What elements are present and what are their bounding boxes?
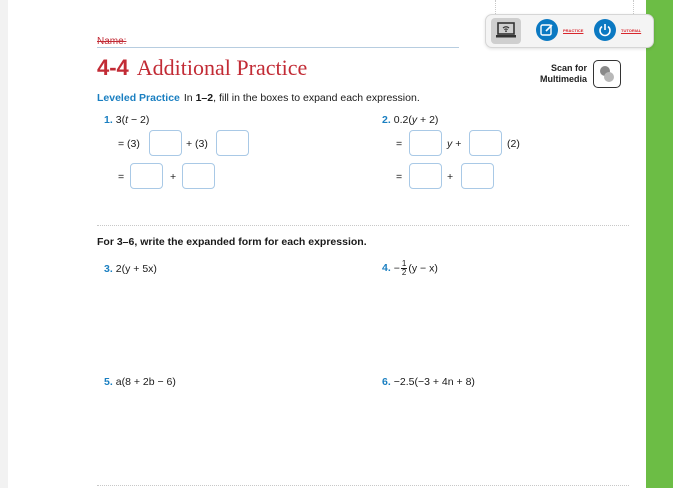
problem-number: 6.	[382, 376, 391, 388]
fraction-denominator: 2	[401, 268, 407, 277]
edit-icon	[540, 23, 554, 37]
step-text: +	[170, 171, 177, 183]
problem-number: 4.	[382, 262, 391, 275]
expr-var: y	[411, 114, 418, 126]
section-divider	[97, 485, 629, 486]
problem-5	[104, 376, 176, 388]
answer-box[interactable]	[182, 163, 215, 189]
lesson-title: Additional Practice	[136, 55, 308, 80]
practice-label[interactable]: PRACTICE	[563, 28, 584, 33]
page-title	[97, 55, 307, 81]
scan-line-1: Scan for	[550, 63, 587, 73]
step-text: y +	[447, 138, 462, 150]
name-label: Name:	[97, 36, 127, 47]
answer-box[interactable]	[130, 163, 163, 189]
expr-part: (y − x)	[408, 262, 438, 275]
section-divider	[97, 225, 629, 226]
side-bar	[646, 0, 673, 488]
problem-number: 5.	[104, 376, 113, 388]
expr-var: t	[125, 114, 129, 126]
leveled-practice-instructions	[97, 92, 420, 104]
problem-2	[382, 114, 438, 126]
instr-pre: In	[183, 92, 196, 104]
step-text: = (3)	[118, 138, 140, 150]
answer-box[interactable]	[409, 130, 442, 156]
practice-button[interactable]	[536, 19, 558, 41]
expr-part: 0.2(	[393, 114, 412, 126]
expr-part: + 2)	[417, 114, 439, 126]
problem-1	[104, 114, 149, 126]
step-text: =	[118, 171, 125, 183]
step-text: + (3)	[186, 138, 208, 150]
margin-guide	[495, 0, 496, 14]
answer-box[interactable]	[149, 130, 182, 156]
instr-range: 3–6	[116, 236, 135, 248]
problem-number: 1.	[104, 114, 113, 126]
scan-line-2: Multimedia	[539, 74, 587, 84]
power-icon	[598, 23, 612, 37]
step-text: =	[396, 171, 403, 183]
qr-code-icon[interactable]	[593, 60, 621, 88]
laptop-wifi-icon[interactable]	[491, 18, 521, 44]
leveled-practice-label: Leveled Practice	[97, 92, 180, 104]
problem-6	[382, 376, 475, 388]
problem-3	[104, 263, 157, 275]
problem-number: 3.	[104, 263, 113, 275]
expr-part: −	[393, 262, 400, 275]
tutorial-button[interactable]	[594, 19, 616, 41]
answer-box[interactable]	[409, 163, 442, 189]
instr-pre: For	[97, 236, 117, 248]
expanded-form-instructions	[97, 236, 367, 248]
expr-part: −2.5(−3 + 4n + 8)	[393, 376, 475, 388]
step-text: (2)	[507, 138, 520, 150]
problem-number: 2.	[382, 114, 391, 126]
answer-box[interactable]	[216, 130, 249, 156]
name-field[interactable]	[97, 36, 459, 48]
step-text: +	[447, 171, 454, 183]
lesson-number: 4-4	[97, 55, 129, 80]
media-toolbar	[485, 14, 654, 48]
expr-part: 2(y + 5x)	[115, 263, 157, 275]
instr-range: 1–2	[195, 92, 214, 104]
tutorial-label[interactable]: TUTORIAL	[621, 28, 642, 33]
instr-post: , fill in the boxes to expand each expression.	[213, 92, 420, 104]
expr-part: a(8 + 2b − 6)	[115, 376, 176, 388]
answer-box[interactable]	[461, 163, 494, 189]
margin-guide	[633, 0, 634, 14]
answer-box[interactable]	[469, 130, 502, 156]
fraction-numerator: 1	[401, 259, 407, 268]
expr-part: − 2)	[128, 114, 150, 126]
fraction	[401, 260, 407, 277]
step-text: =	[396, 138, 403, 150]
problem-4	[382, 260, 438, 277]
expr-part: 3(	[115, 114, 126, 126]
instr-post: , write the expanded form for each expression.	[134, 236, 367, 248]
scan-for-multimedia	[525, 63, 587, 85]
